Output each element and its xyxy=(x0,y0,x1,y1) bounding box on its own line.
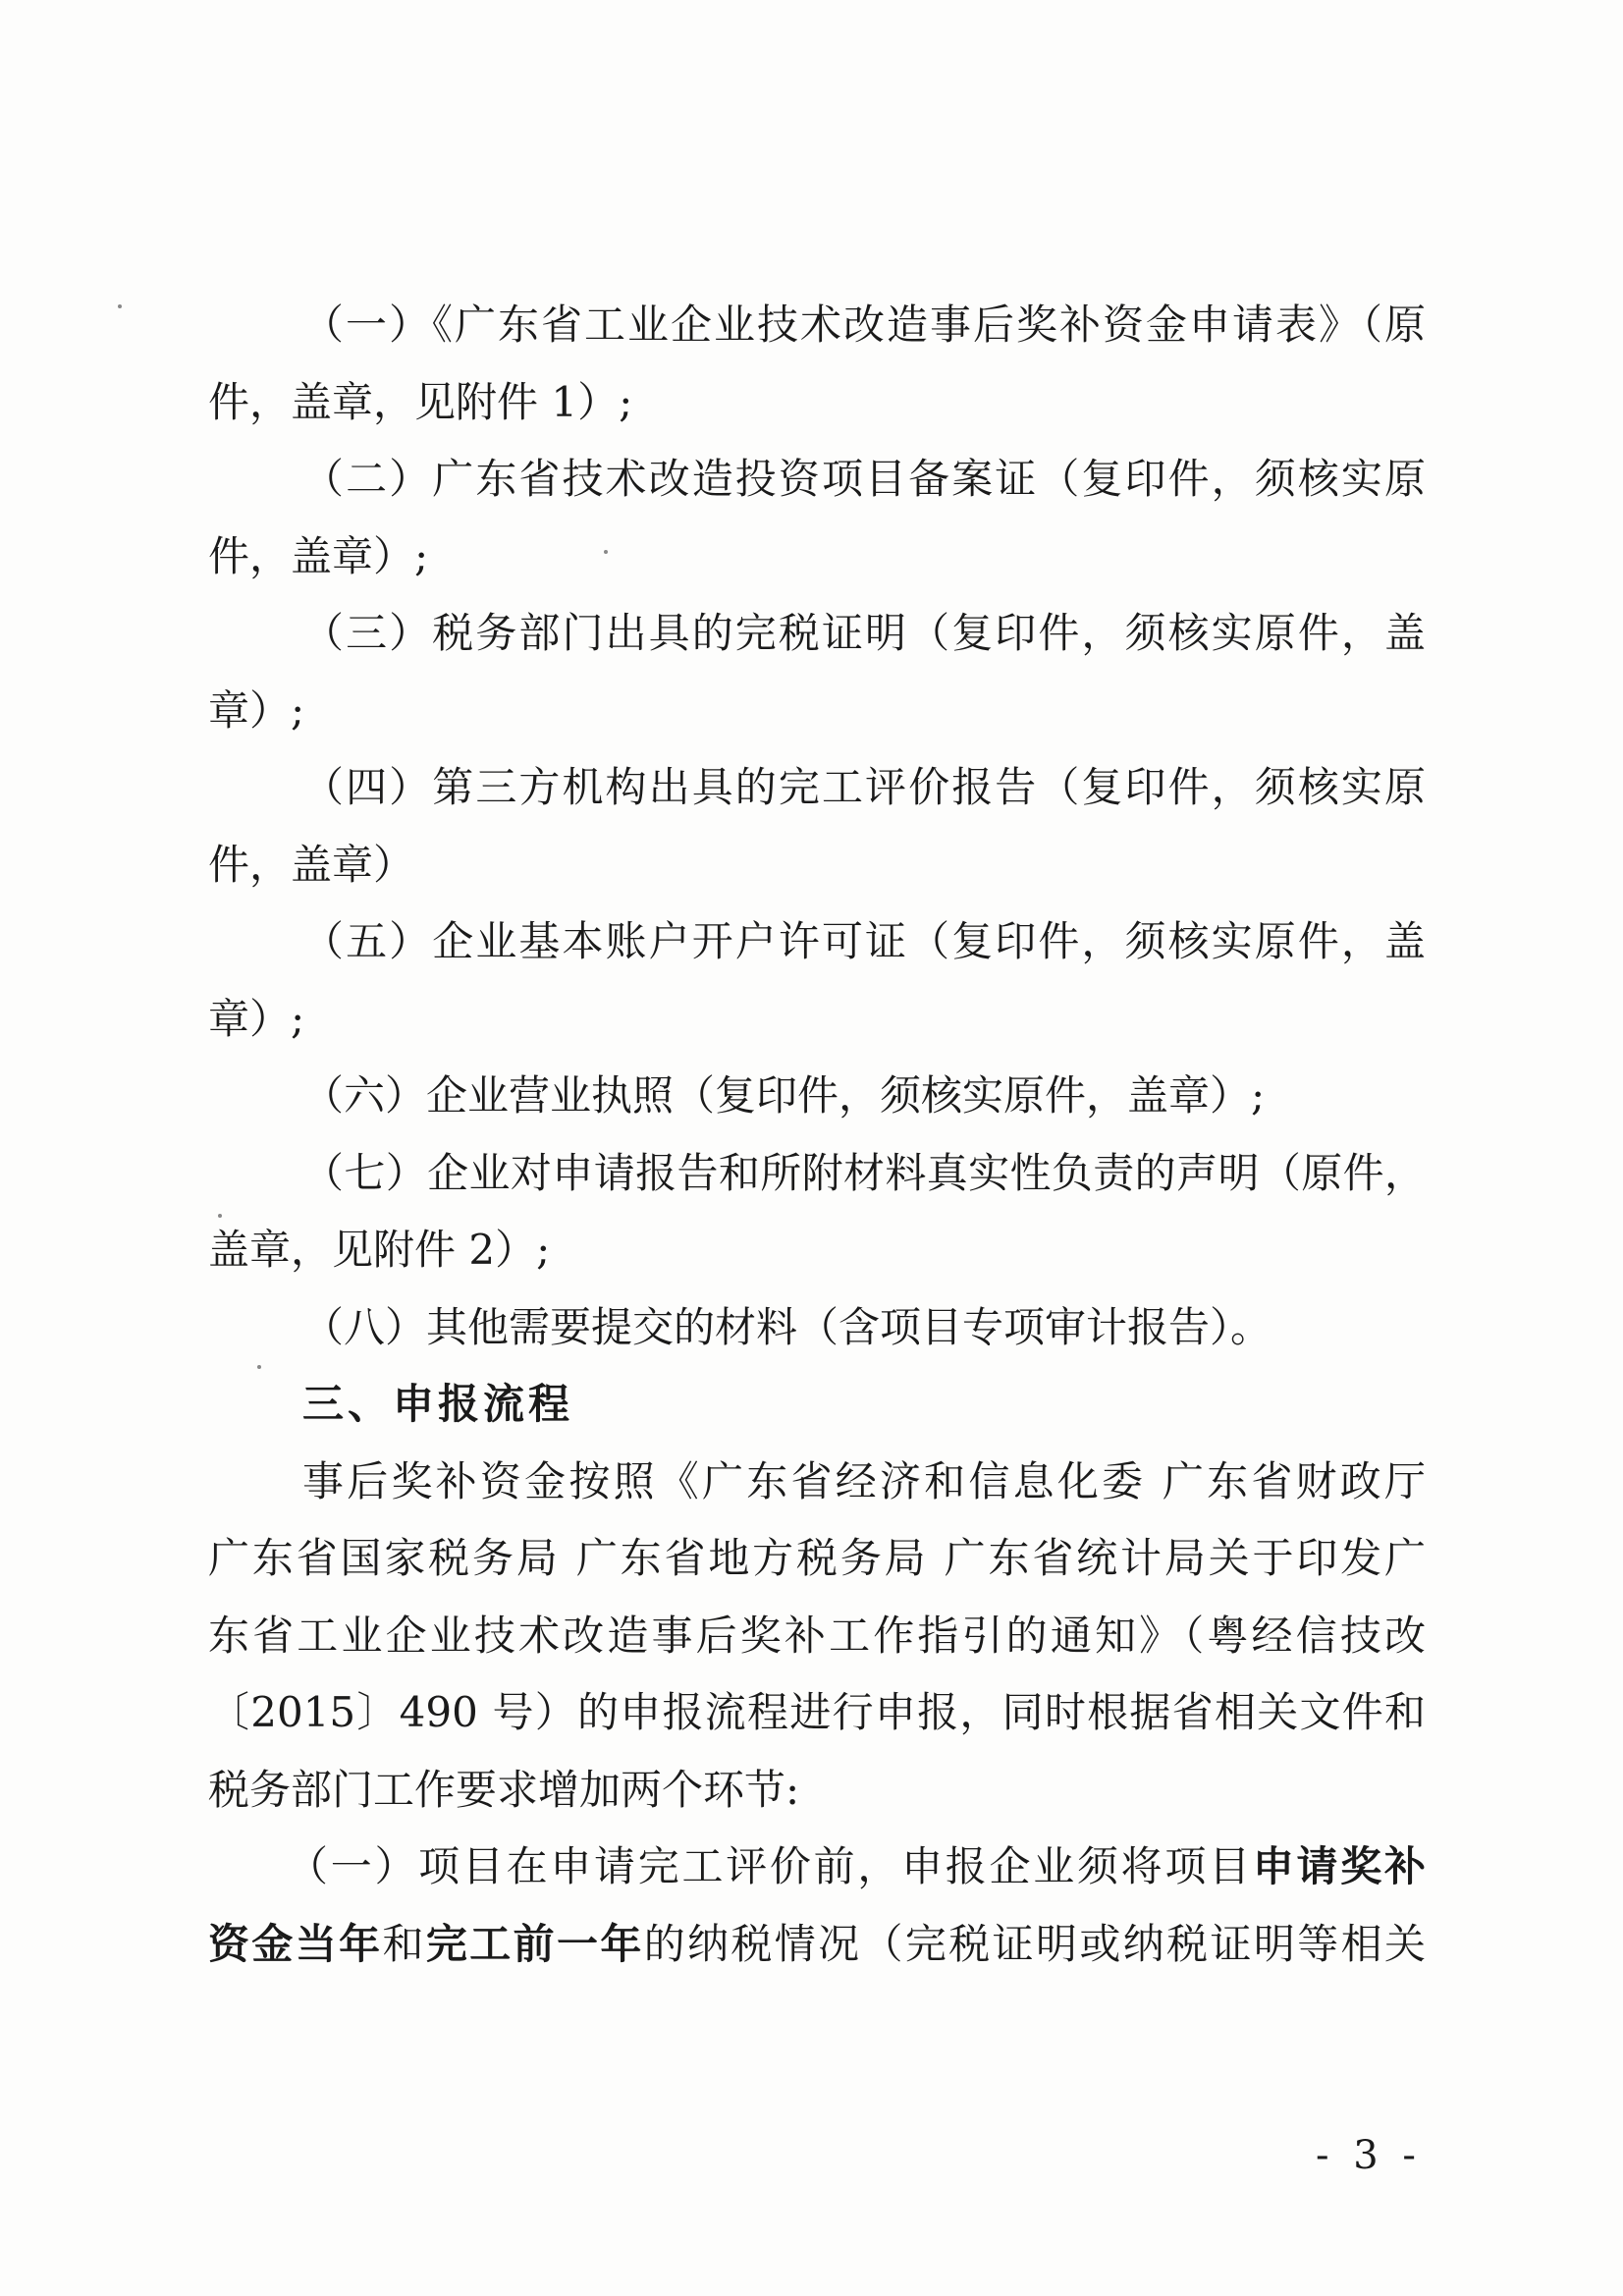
process-paragraph-line-3: 东省工业企业技术改造事后奖补工作指引的通知》（粤经信技改 xyxy=(208,1611,1426,1660)
step-one-rest: 的纳税情况（完税证明或纳税证明等相关 xyxy=(643,1919,1426,1968)
step-one-emphasis-year: 资金当年 xyxy=(208,1919,383,1968)
material-item-1-line-2: 件，盖章，见附件 1）; xyxy=(208,377,633,426)
step-one-prefix: （一）项目在申请完工评价前，申报企业须将项目 xyxy=(287,1842,1253,1890)
process-paragraph-line-2: 广东省国家税务局 广东省地方税务局 广东省统计局关于印发广 xyxy=(208,1534,1426,1582)
scan-speck xyxy=(118,304,122,308)
material-item-4-line-1: （四）第三方机构出具的完工评价报告（复印件，须核实原 xyxy=(302,763,1426,811)
material-item-4-line-2: 件，盖章） xyxy=(208,840,415,889)
section-heading: 三、申报流程 xyxy=(302,1380,574,1428)
step-one-line-1 xyxy=(208,1829,1426,1906)
page-number: - 3 - xyxy=(1316,2133,1422,2178)
material-item-6: （六）企业营业执照（复印件，须核实原件，盖章）; xyxy=(302,1071,1266,1120)
material-item-8: （八）其他需要提交的材料（含项目专项审计报告）。 xyxy=(302,1302,1272,1351)
material-item-5-line-2: 章）; xyxy=(208,994,305,1043)
step-one-line-2 xyxy=(208,1906,1426,1984)
process-paragraph-line-4: 〔2015〕490 号）的申报流程进行申报，同时根据省相关文件和 xyxy=(208,1688,1426,1736)
process-paragraph-line-1: 事后奖补资金按照《广东省经济和信息化委 广东省财政厅 xyxy=(302,1456,1426,1505)
step-one-emphasis: 申请奖补 xyxy=(1252,1842,1426,1890)
material-item-2-line-2: 件，盖章）; xyxy=(208,531,429,580)
material-item-3-line-1: （三）税务部门出具的完税证明（复印件，须核实原件，盖 xyxy=(302,609,1426,657)
material-item-3-line-2: 章）; xyxy=(208,685,305,735)
document-body xyxy=(208,287,1426,1983)
material-item-5-line-1: （五）企业基本账户开户许可证（复印件，须核实原件，盖 xyxy=(302,917,1426,965)
material-item-7-line-2: 盖章，见附件 2）; xyxy=(208,1226,551,1274)
step-one-connector: 和 xyxy=(382,1919,426,1968)
process-paragraph-line-5: 税务部门工作要求增加两个环节: xyxy=(208,1765,800,1814)
material-item-1-line-1: （一）《广东省工业企业技术改造事后奖补资金申请表》（原 xyxy=(302,301,1426,349)
material-item-7-line-1: （七）企业对申请报告和所附材料真实性负责的声明（原件， xyxy=(302,1148,1426,1197)
material-item-2-line-1: （二）广东省技术改造投资项目备案证（复印件，须核实原 xyxy=(302,455,1426,503)
step-one-emphasis-prior-year: 完工前一年 xyxy=(425,1919,644,1968)
